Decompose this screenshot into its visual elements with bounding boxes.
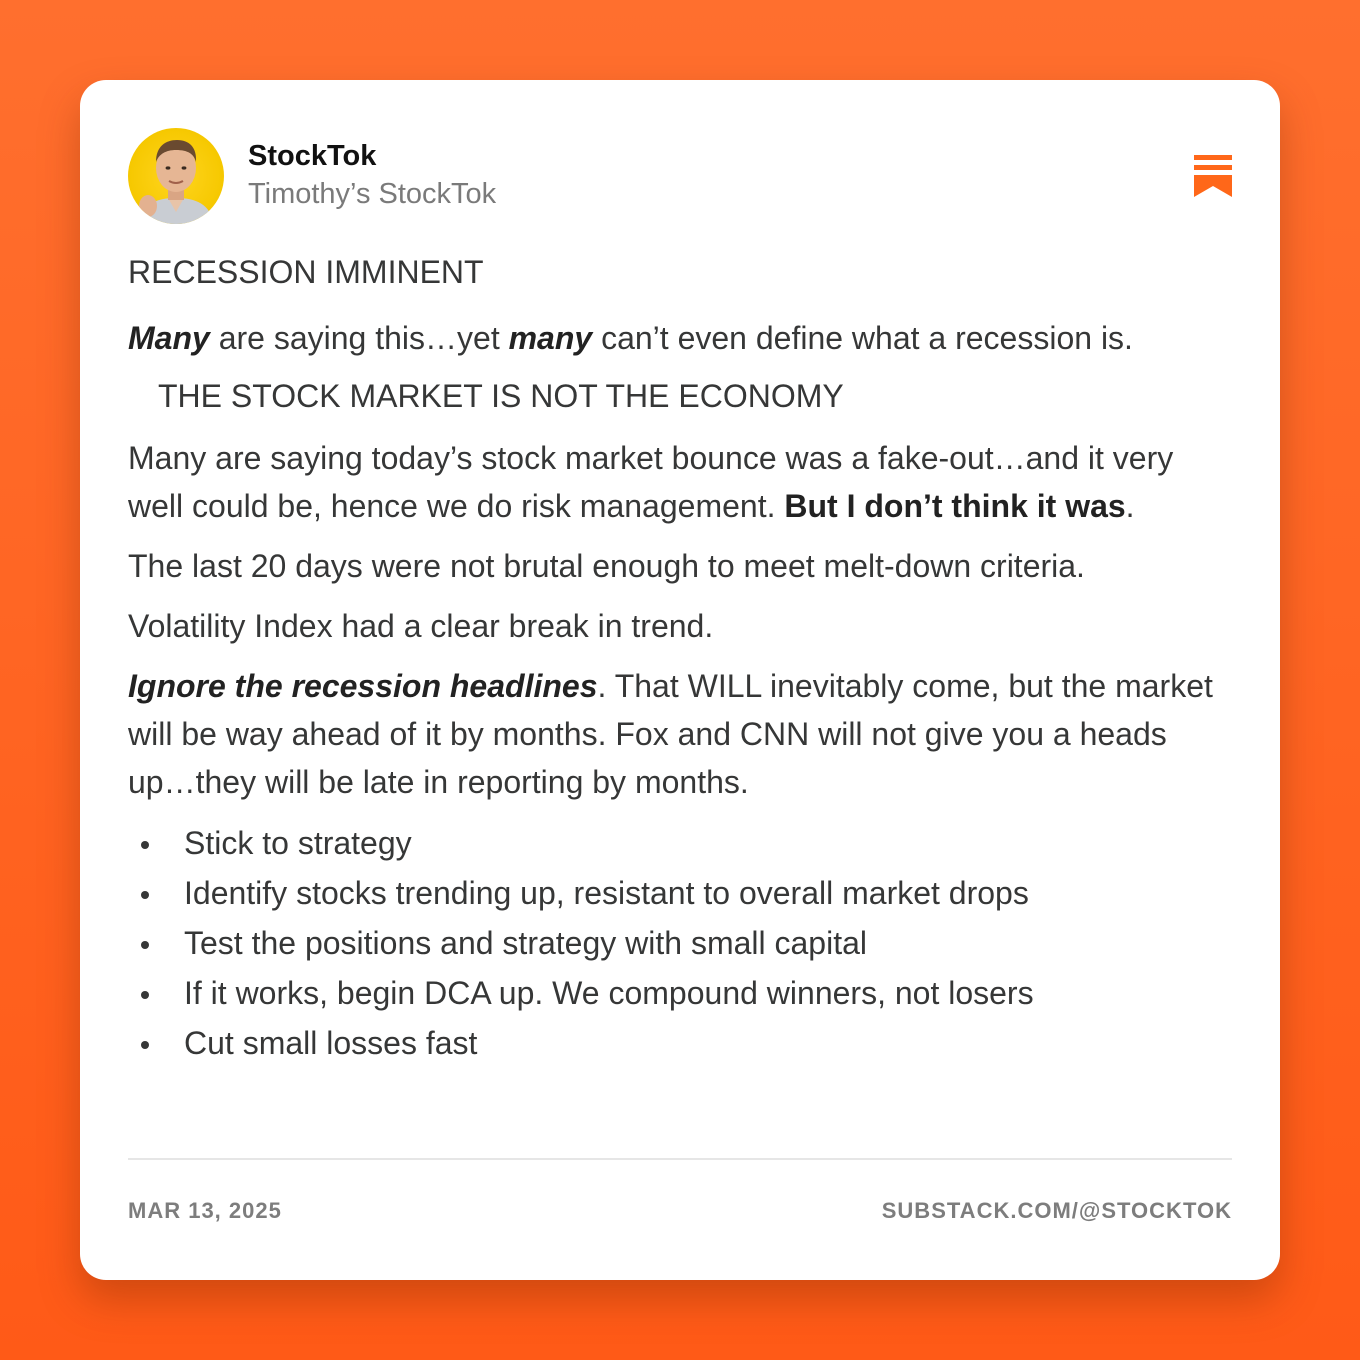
substack-url-link[interactable]: SUBSTACK.COM/@STOCKTOK — [881, 1198, 1232, 1223]
author-block — [248, 138, 496, 214]
post-card — [80, 80, 1280, 1280]
author-avatar[interactable] — [128, 128, 224, 224]
emphasis-many-2: many — [508, 320, 593, 356]
paragraph-2-strong: But I don’t think it was — [784, 488, 1126, 524]
emphasis-many-1: Many — [128, 320, 210, 356]
substack-bookmark-icon[interactable] — [1194, 155, 1232, 197]
avatar-portrait-icon — [128, 128, 224, 224]
paragraph-2-text-b: . — [1125, 488, 1135, 524]
list-item: If it works, begin DCA up. We compound winners, not losers — [128, 968, 1232, 1018]
paragraph-4: Volatility Index had a clear break in trend. — [128, 608, 714, 644]
list-item: Cut small losses fast — [128, 1018, 1232, 1068]
paragraph-1-text-b: can’t even define what a recession is. — [592, 320, 1133, 356]
post-subheading: THE STOCK MARKET IS NOT THE ECONOMY — [158, 378, 844, 414]
paragraph-5 — [128, 662, 1232, 806]
post-date: MAR 13, 2025 — [128, 1198, 282, 1223]
list-item: Test the positions and strategy with small capital — [128, 918, 1232, 968]
list-item: Identify stocks trending up, resistant to overall market drops — [128, 868, 1232, 918]
post-header — [128, 128, 1232, 224]
author-name[interactable]: StockTok — [248, 140, 377, 172]
strategy-list — [128, 818, 1232, 1068]
publication-name[interactable]: Timothy’s StockTok — [248, 178, 497, 210]
paragraph-3: The last 20 days were not brutal enough to meet melt-down criteria. — [128, 548, 1085, 584]
paragraph-5-text: . That WILL inevitably come, but the market will be way ahead of it by months. Fox and CNN will not give you a heads up…they will be late in reporting by months. — [128, 668, 1213, 800]
post-title: RECESSION IMMINENT — [128, 254, 484, 290]
paragraph-2 — [128, 434, 1232, 530]
paragraph-1-text-a: are saying this…yet — [209, 320, 509, 356]
paragraph-1 — [128, 314, 1232, 362]
post-body — [128, 250, 1232, 1166]
footer-divider — [128, 1158, 1232, 1160]
post-footer — [128, 1198, 1232, 1224]
paragraph-2-text-a: Many are saying today’s stock market bounce was a fake-out…and it very well could be, hence we do risk management. — [128, 440, 1174, 524]
paragraph-5-emphasis: Ignore the recession headlines — [128, 668, 598, 704]
list-item: Stick to strategy — [128, 818, 1232, 868]
